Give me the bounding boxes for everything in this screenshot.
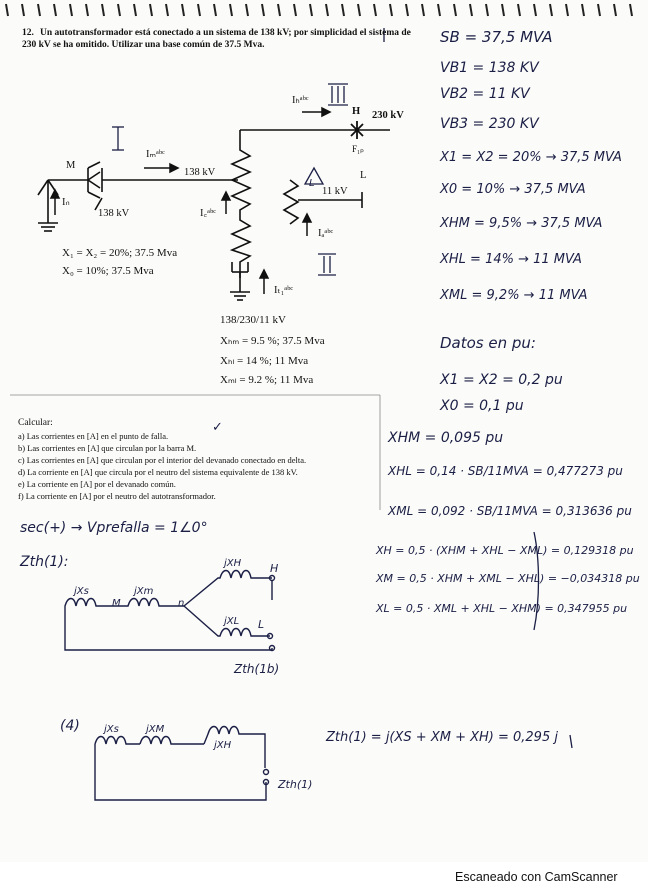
note-vb3: VB3 = 230 KV <box>440 116 539 132</box>
calcular-item-b: b) Las corrientes en [A] que circulan por la barra M. <box>18 443 197 453</box>
circuit-node-l: L <box>258 618 265 631</box>
wye-transformer-symbol <box>88 162 102 210</box>
note-xhm-pu: XHM = 0,095 pu <box>388 430 504 446</box>
formula-zth-result: Zth(1) = j(XS + XM + XH) = 0,295 j <box>326 730 558 745</box>
current-im-label: Iₘᵃᵇᶜ <box>146 149 165 160</box>
problem-number: 12. <box>22 28 34 38</box>
current-ih-label: Iₕᵃᵇᶜ <box>292 95 309 106</box>
sequence-note: sec(+) → Vprefalla = 1∠0° <box>20 520 208 536</box>
equivalent-circuit-1 <box>65 571 275 651</box>
calcular-item-f: f) La corriente en [A] por el neutro del autotransformador. <box>18 491 216 501</box>
h-node-label: H <box>352 106 361 117</box>
note-xhm: XHM = 9,5% → 37,5 MVA <box>440 216 603 231</box>
circuit-jxm: jXm <box>134 586 154 597</box>
generator-data-line2: X₀ = 10%; 37.5 Mva <box>62 265 154 277</box>
delta-tertiary-winding <box>284 180 298 224</box>
formula-xm: XM = 0,5 · XHM + XML − XHL) = −0,034318 pu <box>376 572 640 585</box>
current-in-label: Iₙ <box>62 197 70 208</box>
note-sb: SB = 37,5 MVA <box>440 28 553 46</box>
kv-11-label: 11 kV <box>322 186 348 197</box>
kv-230-label: 230 kV <box>372 110 404 121</box>
autotransformer-series-winding <box>232 130 250 278</box>
circuit-jxh: jXH <box>224 558 242 569</box>
equivalent-circuit-2 <box>95 727 269 801</box>
problem-statement-line2: 230 kV se ha omitido. Utilizar una base común de 37.5 Mva. <box>22 40 265 50</box>
formula-xh: XH = 0,5 · (XHM + XHL − XML) = 0,129318 pu <box>376 544 634 557</box>
note-x1x2: X1 = X2 = 20% → 37,5 MVA <box>440 150 622 165</box>
circuit2-jxh: jXH <box>214 740 232 751</box>
calcular-item-c: c) Las corrientes en [A] que circulan por el interior del devanado conectado en delta. <box>18 455 307 465</box>
circuit-node-n: n <box>178 598 185 609</box>
current-ic-label: I꜀ᵃᵇᶜ <box>200 208 216 219</box>
circuit2-zth-output: Zth(1) <box>278 778 313 791</box>
note-x0: X0 = 10% → 37,5 MVA <box>440 182 586 197</box>
calcular-item-e: e) La corriente en [A] por el devanado común. <box>18 479 176 489</box>
formula-xml: XML = 0,092 · SB/11MVA = 0,313636 pu <box>388 504 632 518</box>
calcular-item-d: d) La corriente en [A] que circula por el neutro del sistema equivalente de 138 kV. <box>18 467 298 477</box>
l-node-label: L <box>360 170 367 181</box>
note-vb1: VB1 = 138 KV <box>440 60 539 76</box>
calcular-item-a: a) Las corrientes en [A] en el punto de falla. <box>18 431 169 441</box>
spiral-binding <box>6 4 632 16</box>
camscanner-footer: Escaneado con CamScanner <box>455 870 618 884</box>
fault-label: F₁ₚ <box>352 144 364 154</box>
kv-138-bus-label: 138 kV <box>184 167 216 178</box>
checkmark: ✓ <box>212 420 223 435</box>
note-xhl: XHL = 14% → 11 MVA <box>440 252 582 267</box>
calcular-heading: Calcular: <box>18 418 53 428</box>
note-vb2: VB2 = 11 KV <box>440 86 530 102</box>
circuit-node-m: M <box>112 598 121 609</box>
transformer-xhm: Xₕₘ = 9.5 %; 37.5 Mva <box>220 335 325 347</box>
problem-statement-line1: Un autotransformador está conectado a un sistema de 138 kV; por simplicidad el sistema de <box>40 28 411 38</box>
current-ia-label: Iₐᵃᵇᶜ <box>318 228 334 239</box>
transformer-xhl: Xₕₗ = 14 %; 11 Mva <box>220 355 309 367</box>
circuit-zth-box: Zth(1b) <box>234 662 280 676</box>
circuit2-jxm: jXM <box>146 724 165 735</box>
bus-m-label: M <box>66 160 76 171</box>
zth-label: Zth(1): <box>20 554 69 570</box>
note-x0-pu: X0 = 0,1 pu <box>440 398 524 414</box>
generator-data-line1: X₁ = X₂ = 20%; 37.5 Mva <box>62 247 178 259</box>
note-x1x2-pu: X1 = X2 = 0,2 pu <box>440 372 563 388</box>
formula-xl: XL = 0,5 · XML + XHL − XHM) = 0,347955 pu <box>376 602 628 615</box>
handwritten-marks <box>112 28 572 748</box>
step-four-label: (4) <box>60 718 80 734</box>
note-xml: XML = 9,2% → 11 MVA <box>440 288 588 303</box>
current-it1-label: Iₜ₁ᵃᵇᶜ <box>274 285 294 296</box>
circuit-jxs: jXs <box>74 586 89 597</box>
formula-xhl: XHL = 0,14 · SB/11MVA = 0,477273 pu <box>388 464 623 478</box>
hand-l-mark: L <box>309 178 315 189</box>
circuit2-jxs: jXs <box>104 724 119 735</box>
circuit-node-h: H <box>270 562 279 575</box>
note-datos-pu: Datos en pu: <box>440 334 536 352</box>
kv-138-bottom-label: 138 kV <box>98 208 130 219</box>
circuit-jxl: jXL <box>224 616 240 627</box>
transformer-xml: Xₘₗ = 9.2 %; 11 Mva <box>220 374 314 386</box>
transformer-voltage-ratio: 138/230/11 kV <box>220 314 286 326</box>
